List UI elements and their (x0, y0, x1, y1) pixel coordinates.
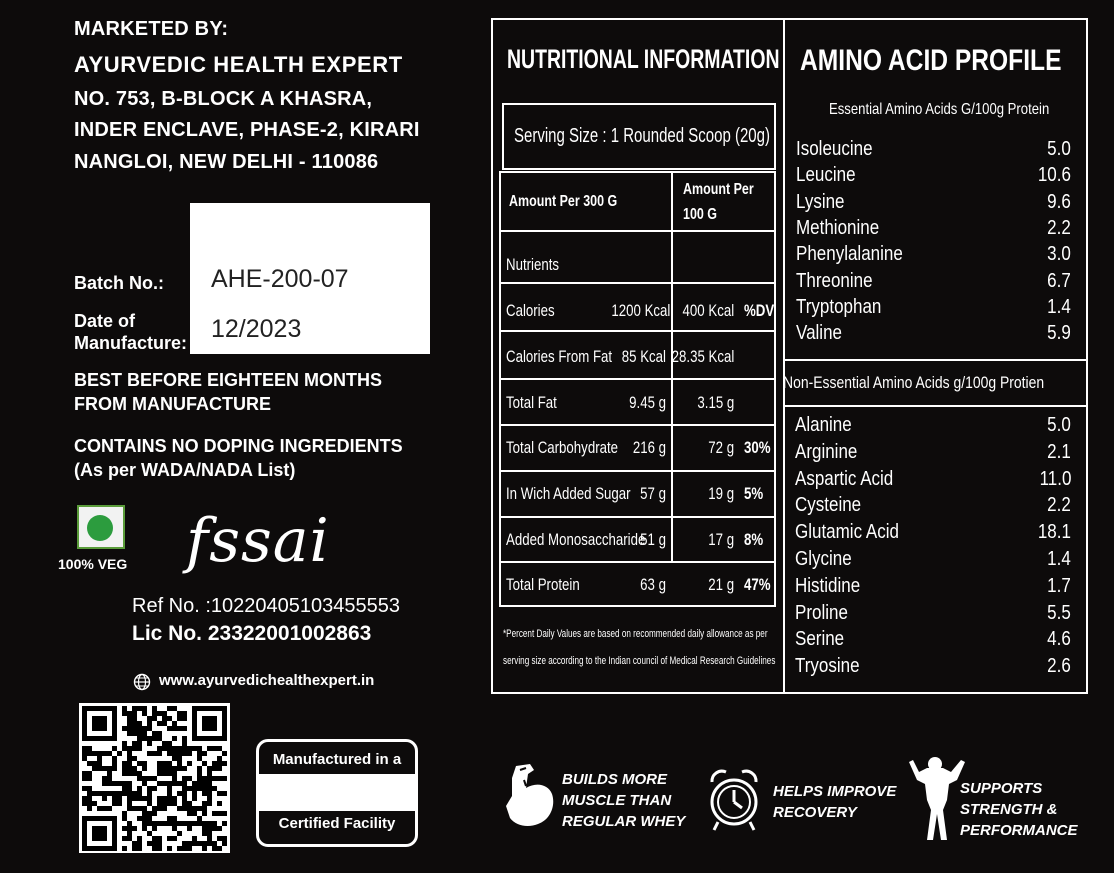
amino-value: 3.0 (1047, 243, 1071, 266)
mfg-date-label-2: Manufacture: (74, 333, 188, 353)
amino-name: Threonine (796, 269, 873, 292)
amino-value: 9.6 (1047, 190, 1071, 213)
amino-value: 5.0 (1047, 138, 1071, 160)
amino-value: 11.0 (1039, 467, 1071, 490)
marketed-by-heading: MARKETED BY: (74, 18, 229, 40)
amino-row (795, 628, 1071, 655)
nutrient-amount-300g: 1200 Kcal (611, 301, 671, 320)
amino-name: Glycine (795, 548, 852, 570)
amino-name: Glutamic Acid (795, 521, 899, 544)
nutrient-name: Calories (506, 301, 555, 320)
address-line-3: NANGLOI, NEW DELHI - 110086 (74, 151, 379, 173)
amino-title: AMINO ACID PROFILE (800, 44, 1062, 77)
amino-value: 1.7 (1047, 574, 1071, 597)
non-essential-heading: Non-Essential Amino Acids g/100g Protien (783, 373, 1045, 392)
amino-row (796, 138, 1071, 164)
veg-dot-icon (87, 515, 113, 541)
amino-row (795, 414, 1071, 441)
amino-row (795, 575, 1071, 602)
feature-recovery-text: HELPS IMPROVE RECOVERY (773, 783, 897, 821)
nutrient-daily-value: 47% (744, 575, 771, 594)
amino-name: Isoleucine (796, 138, 873, 160)
nutrient-amount-100g: 3.15 g (697, 393, 734, 412)
amino-value: 10.6 (1037, 164, 1071, 187)
amino-value: 2.1 (1047, 440, 1071, 463)
nutrient-name: Calories From Fat (506, 347, 613, 366)
qr-code (79, 703, 230, 853)
nutrient-amount-100g: 400 Kcal (682, 301, 734, 320)
col-header-300g: Amount Per 300 G (509, 193, 618, 210)
serving-size: Serving Size : 1 Rounded Scoop (20g) (514, 125, 770, 147)
website-link[interactable]: www.ayurvedichealthexpert.in (159, 672, 375, 689)
footnote-line-1: *Percent Daily Values are based on recommended daily allowance as per (503, 628, 768, 640)
essential-heading: Essential Amino Acids G/100g Protein (829, 101, 1050, 118)
no-doping-line-2: (As per WADA/NADA List) (74, 460, 296, 480)
nutrient-amount-300g: 9.45 g (629, 393, 666, 412)
bodybuilder-icon (905, 752, 965, 847)
amino-name: Alanine (795, 414, 852, 436)
amino-row (796, 164, 1071, 190)
amino-name: Tryosine (795, 655, 860, 678)
amino-name: Phenylalanine (796, 243, 903, 266)
amino-name: Lysine (796, 190, 845, 213)
amino-value: 6.7 (1047, 269, 1071, 292)
nutrient-amount-100g: 72 g (708, 438, 734, 457)
nutrients-label: Nutrients (506, 255, 560, 274)
amino-name: Proline (795, 601, 848, 624)
mfg-date-label-1: Date of (74, 311, 136, 331)
nutrient-amount-100g: 21 g (708, 575, 734, 594)
amino-name: Aspartic Acid (795, 467, 894, 490)
nutrient-amount-100g: 19 g (708, 484, 734, 503)
nutrient-amount-300g: 85 Kcal (621, 347, 666, 366)
amino-row (796, 296, 1071, 322)
nutrient-daily-value: 5% (744, 484, 764, 503)
amino-name: Tryptophan (796, 295, 882, 318)
amino-row (795, 521, 1071, 548)
amino-row (796, 191, 1071, 217)
amino-name: Valine (796, 322, 843, 345)
amino-name: Histidine (795, 574, 861, 597)
nutrition-title: NUTRITIONAL INFORMATION (507, 44, 780, 74)
batch-number: AHE-200-07 (211, 265, 349, 293)
nutrient-amount-100g: 17 g (708, 530, 734, 549)
nutrient-amount-300g: 216 g (632, 438, 666, 457)
amino-row (796, 243, 1071, 269)
nutrient-daily-value: 30% (744, 438, 771, 457)
amino-name: Leucine (796, 164, 856, 187)
facility-top-text: Manufactured in a (272, 751, 402, 768)
amino-value: 4.6 (1047, 628, 1071, 651)
nutrient-amount-300g: 51 g (640, 530, 666, 549)
nutrient-name: Total Protein (506, 575, 580, 594)
amino-value: 1.4 (1047, 548, 1071, 570)
footnote-line-2: serving size according to the Indian council of Medical Research Guidelines (503, 655, 776, 667)
best-before-line-1: BEST BEFORE EIGHTEEN MONTHS (74, 370, 383, 390)
col-header-100g-1: Amount Per (683, 181, 754, 198)
amino-row (795, 602, 1071, 629)
amino-name: Methionine (796, 216, 880, 239)
best-before-line-2: FROM MANUFACTURE (74, 394, 271, 414)
amino-name: Cysteine (795, 494, 862, 517)
amino-value: 5.9 (1047, 322, 1071, 345)
amino-row (796, 270, 1071, 296)
amino-row (795, 468, 1071, 495)
address-line-1: NO. 753, B-BLOCK A KHASRA, (74, 88, 373, 110)
amino-value: 2.6 (1047, 655, 1071, 678)
mfg-date-value: 12/2023 (211, 315, 302, 343)
veg-label: 100% VEG (58, 556, 128, 572)
nutrient-amount-300g: 57 g (640, 484, 666, 503)
amino-name: Arginine (795, 440, 858, 463)
no-doping-line-1: CONTAINS NO DOPING INGREDIENTS (74, 436, 403, 456)
amino-row (795, 441, 1071, 468)
amino-value: 5.5 (1047, 601, 1071, 624)
globe-icon (133, 673, 151, 691)
amino-name: Serine (795, 628, 845, 651)
alarm-clock-icon (706, 762, 762, 838)
fssai-license-number: Lic No. 23322001002863 (132, 622, 372, 645)
muscle-arm-icon (506, 758, 558, 838)
nutrient-amount-100g: 28.35 Kcal (671, 347, 734, 366)
feature-muscle-text: BUILDS MORE MUSCLE THAN REGULAR WHEY (562, 771, 686, 830)
batch-label: Batch No.: (74, 273, 164, 293)
amino-row (796, 217, 1071, 243)
nutrient-name: Added Monosaccharide (506, 530, 646, 549)
nutrient-daily-value: %DV (744, 301, 775, 320)
nutrient-name: Total Fat (506, 393, 557, 412)
amino-row (795, 494, 1071, 521)
company-name: AYURVEDIC HEALTH EXPERT (74, 52, 403, 77)
col-header-100g-2: 100 G (683, 206, 718, 223)
fssai-ref-number: Ref No. :10220405103455553 (132, 595, 401, 617)
nutrient-name: In Wich Added Sugar (506, 484, 631, 503)
fssai-logo: fssai (186, 506, 330, 576)
amino-value: 18.1 (1037, 521, 1071, 544)
amino-value: 1.4 (1047, 295, 1071, 318)
nutrient-amount-300g: 63 g (640, 575, 666, 594)
nutrient-daily-value: 8% (744, 530, 764, 549)
amino-value: 5.0 (1047, 414, 1071, 436)
amino-row (796, 322, 1071, 348)
address-line-2: INDER ENCLAVE, PHASE-2, KIRARI (74, 119, 420, 141)
amino-row (795, 548, 1071, 575)
amino-row (795, 655, 1071, 682)
certified-facility-badge (256, 739, 418, 847)
amino-value: 2.2 (1047, 494, 1071, 517)
amino-value: 2.2 (1047, 216, 1071, 239)
feature-strength-text: SUPPORTS STRENGTH & PERFORMANCE (960, 780, 1078, 839)
nutrient-name: Total Carbohydrate (506, 438, 619, 457)
facility-bottom-text: Certified Facility (278, 815, 396, 832)
